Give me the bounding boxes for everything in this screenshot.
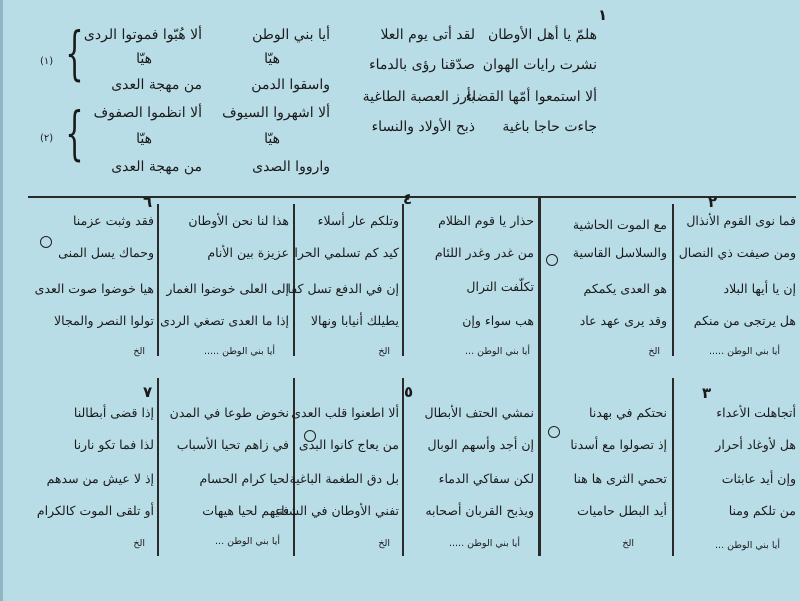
column-rule (157, 204, 159, 356)
stanza-line: أتجاهلت الأعداء (716, 405, 796, 420)
column-rule (672, 204, 674, 356)
stanza-line: إلى العلى خوضوا الغمار (166, 281, 289, 296)
chorus-brace-2: { (65, 99, 84, 167)
section-number-4: ٤ (403, 190, 413, 208)
stanza-refrain: الخ (378, 538, 390, 549)
section-number-7: ٧ (143, 383, 153, 401)
chorus-ref-1: (١) (40, 56, 54, 67)
stanza-line: إذا ما العدى تصغي الردى (160, 313, 289, 328)
stanza-line: يطيلك أنيابا ونهالا (310, 313, 399, 328)
stanza-line: هيا خوضوا صوت العدى (34, 281, 154, 296)
stanza-line: أيد البطل حاميات (577, 503, 667, 518)
stanza-refrain: أيا بني الوطن ... (715, 540, 780, 551)
stanza-line: إن يا أيها البلاد (723, 281, 796, 296)
stanza-line: وتلكم عار أسلاء (317, 213, 399, 228)
stanza-refrain: الخ (133, 538, 145, 549)
stanza-refrain: أيا بني الوطن ... (215, 536, 280, 547)
stanza-line: تفني الأوطان في الشتاء (275, 503, 399, 518)
column-rule (402, 378, 404, 556)
section-number-2: ٢ (708, 193, 718, 211)
stanza-line: لحيا كرام الحسام (199, 471, 289, 486)
stanza-line: ويذبح القربان أصحابه (425, 503, 534, 518)
stanza-refrain: أيا بني الوطن ..... (449, 538, 520, 549)
stanza-line: بل دق الطغمة الباغية (289, 471, 399, 486)
stanza-line: إذ تصولوا مع أسدنا (570, 437, 667, 452)
stanza-refrain: الخ (648, 346, 660, 357)
stanza-line: من تلكم ومنا (728, 503, 796, 518)
stanza-line: تكلّفت الترال (466, 279, 534, 294)
stanza-line: هل لأوغاد أحرار (715, 437, 796, 452)
stanza-line: أو تلقى الموت كالكرام (36, 503, 154, 518)
page-left-edge (0, 0, 3, 601)
stanza-line: فتيهم لحيا هيهات (202, 503, 289, 518)
stanza-refrain: الخ (622, 538, 634, 549)
stanza-line: تولوا النصر والمجالا (54, 313, 154, 328)
intro-line-2-right: نشرت رايات الهوان (482, 57, 597, 73)
stanza-line: وإن أيد عابثات (721, 471, 796, 486)
center-column-rule (538, 198, 541, 556)
stanza-refrain: الخ (133, 346, 145, 357)
stanza-line: وقد يرى عهد عاد (579, 313, 667, 328)
column-rule (157, 378, 159, 556)
stanza-line: هو العدى يكمكم (583, 281, 667, 296)
stanza-line: لذا فما تكو نارنا (73, 437, 154, 452)
stanza-line: حذار يا قوم الظلام (438, 213, 534, 228)
stanza-line: إذ لا عيش من سدهم (46, 471, 154, 486)
stanza-line: من يعاج كانوا البدى (298, 437, 399, 452)
column-rule (672, 378, 674, 556)
chorus-line-3-right: واسقوا الدمن (251, 77, 330, 93)
stanza-line: ومن صيفت ذي النصال (678, 245, 796, 260)
stanza-line: هب سواء وإن (462, 313, 534, 328)
chorus-line-2-right: هيّا (264, 51, 280, 67)
stanza-line: نحتكم في بهدنا (589, 405, 667, 420)
chorus-line-1-left: ألا هُبّوا فموتوا الردى (83, 27, 202, 43)
stanza-line: من غدر وغدر اللئام (434, 245, 534, 260)
note-mark (548, 426, 560, 438)
stanza-line: فقد وثبت عزمنا (73, 213, 154, 228)
chorus-line-4-left: ألا انظموا الصفوف (93, 105, 202, 121)
stanza-line: في زاهم تحيا الأسباب (176, 437, 289, 452)
intro-line-3-right: ألا استمعوا أمّها القضاء (465, 89, 597, 105)
stanza-line: نمشي الحتف الأبطال (424, 405, 534, 420)
stanza-line: كيد كم تسلمي الحرا (294, 245, 399, 260)
stanza-line: إذا قضى أبطالنا (73, 405, 154, 420)
stanza-line: وحماك يسل المنى (58, 245, 154, 260)
stanza-line: لكن سفاكي الدماء (438, 471, 534, 486)
chorus-line-5-left: هيّا (136, 131, 152, 147)
intro-line-4-left: ذبح الأولاد والنساء (371, 119, 475, 135)
note-mark (40, 236, 52, 248)
stanza-line: ألا اطعنوا قلب العدى (291, 405, 399, 420)
chorus-line-3-left: من مهجة العدى (111, 77, 202, 93)
intro-line-1-left: لقد أتى يوم العلا (380, 27, 475, 43)
intro-line-1-right: هلمّ يا أهل الأوطان (487, 27, 597, 43)
note-mark (546, 254, 558, 266)
stanza-line: مع الموت الحاشية (572, 217, 667, 232)
stanza-line: إن في الدفع تسل كفا (287, 281, 399, 296)
stanza-refrain: الخ (378, 346, 390, 357)
chorus-line-6-left: من مهجة العدى (111, 159, 202, 175)
stanza-refrain: أيا بني الوطن ... (465, 346, 530, 357)
stanza-refrain: أيا بني الوطن ..... (204, 346, 275, 357)
section-number-6: ٦ (143, 193, 153, 211)
chorus-brace-1: { (65, 19, 84, 87)
stanza-line: تحمي الثرى ها هنا (573, 471, 667, 486)
stanza-line: نخوض طوعا في المدن (169, 405, 289, 420)
intro-line-4-right: جاءت حاجا باغية (502, 119, 597, 135)
note-mark (304, 430, 316, 442)
stanza-refrain: أيا بني الوطن ..... (709, 346, 780, 357)
stanza-line: هذا لنا نحن الأوطان (188, 213, 289, 228)
stanza-line: إن أجد وأسهم الوبال (427, 437, 534, 452)
chorus-line-1-right: أيا بني الوطن (252, 27, 330, 43)
section-number-5: ٥ (404, 383, 414, 401)
chorus-line-2-left: هيّا (136, 51, 152, 67)
stanza-line: عزيزة بين الأنام (207, 245, 289, 260)
intro-line-2-left: صدّقنا رؤى بالدماء (369, 57, 475, 73)
stanza-line: والسلاسل القاسية (572, 245, 667, 260)
intro-line-3-left: بأرز العصبة الطاغية (362, 89, 475, 105)
column-rule (402, 204, 404, 356)
chorus-line-4-right: ألا اشهروا السيوف (222, 105, 330, 121)
stanza-line: هل يرتجى من منكم (693, 313, 796, 328)
chorus-line-6-right: وارووا الصدى (252, 159, 330, 175)
section-number-1: ١ (598, 6, 608, 24)
chorus-line-5-right: هيّا (264, 131, 280, 147)
section-number-3: ٣ (702, 384, 712, 402)
stanza-line: فما نوى القوم الأنذال (686, 213, 796, 228)
chorus-ref-2: (٢) (40, 133, 54, 144)
